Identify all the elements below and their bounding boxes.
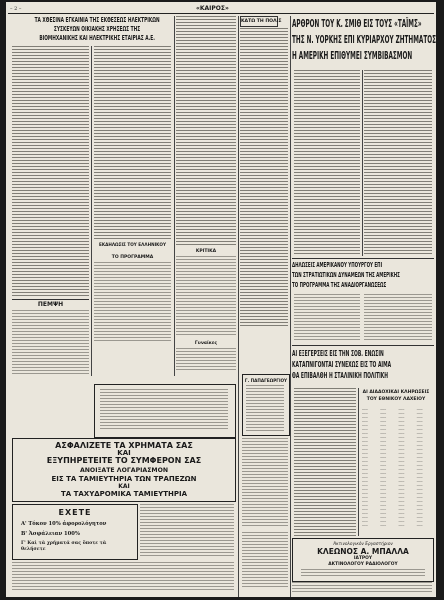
lottery-cell: ——— [416,455,423,459]
lottery-cell: ——— [380,467,387,471]
lottery-cell: ——— [362,459,368,463]
lottery-cell: ——— [380,487,387,491]
program-text [94,262,171,342]
lottery-cell: ——— [362,503,368,507]
page-number: – 2 – [10,6,22,12]
lottery-cell: ——— [380,511,387,515]
lottery-cell: ——— [416,431,423,435]
lottery-cell: ——— [416,443,423,447]
lottery-cell: ——— [362,495,368,499]
bottom-right-text [292,582,432,592]
lottery-cell: ——— [362,511,368,515]
lottery-number-table [362,407,432,527]
newspaper-page [6,2,436,597]
lottery-cell: ——— [398,491,405,495]
lottery-cell: ——— [398,439,405,443]
lottery-cell: ——— [362,463,368,467]
lottery-cell: ——— [380,475,387,479]
lottery-cell: ——— [416,475,423,479]
lottery-cell: ——— [416,483,423,487]
lottery-cell: ——— [380,407,387,411]
lottery-cell: ——— [398,463,405,467]
lottery-cell: ——— [398,431,405,435]
lottery-cell: ——— [362,427,368,431]
lottery-cell: ——— [380,415,387,419]
main-article-col-2 [364,70,432,256]
lottery-cell: ——— [380,523,387,527]
lottery-cell: ——— [398,471,405,475]
lottery-cell: ——— [398,427,405,431]
lottery-cell: ——— [398,483,405,487]
lottery-cell: ——— [416,407,423,411]
lottery-cell: ——— [416,415,423,419]
lottery-cell: ——— [380,411,387,415]
lottery-cell: ——— [362,519,368,523]
newspaper-name: «ΚΑΙΡΟΣ» [196,5,229,12]
lottery-cell: ——— [380,447,387,451]
lottery-cell: ——— [362,411,368,415]
statements-text-col-2 [364,294,432,342]
gynaikes-head: Γυναίκες [194,341,218,346]
uprisings-headline: ΑΙ ΕΞΕΓΕΡΣΕΙΣ ΕΙΣ ΤΗΝ ΣΟΒ. ΕΝΩΣΙΝ ΚΑΤΑΠΝΙΓΟΝΤΑΙ ΣΥΝΕΧΩΣ ΕΙΣ ΤΟ ΑΙΜΑ ΘΑ ΕΠΙΒΑΛΘΗ Η ΣΤΑΛΙΝΙΚΗ ΠΟΛΙΤΙΚΗ [292,349,392,380]
lottery-cell: ——— [362,451,368,455]
lottery-cell: ——— [398,479,405,483]
lottery-cell: ——— [398,407,405,411]
exhibition-subhead-2: ΤΟ ΠΡΟΓΡΑΜΜΑ [111,255,154,260]
kritika-head: ΚΡΙΤΙΚΑ [195,249,217,254]
lottery-cell: ——— [380,491,387,495]
lottery-cell: ——— [362,443,368,447]
lottery-cell: ——— [380,443,387,447]
exhibition-subhead-1: ΕΚΔΗΛΩΣΙΣ ΤΟΥ ΕΛΛΗΝΙΚΟΥ [98,242,167,247]
bottom-left-text [140,504,234,558]
lottery-cell: ——— [398,447,405,451]
lottery-cell: ——— [362,523,368,527]
lottery-cell: ——— [380,515,387,519]
lottery-cell: ——— [362,475,368,479]
lottery-cell: ——— [380,419,387,423]
lottery-cell: ——— [398,503,405,507]
savings-ad-line-3: ΕΞΥΠΗΡΕΤΕΙΤΕ ΤΟ ΣΥΜΦΕΡΟΝ ΣΑΣ [46,456,202,465]
lottery-cell: ——— [416,439,423,443]
doctor-ad: Ἀκτινολογικὸν Ἐργαστήριον ΚΛΕΩΝΟΣ Α. ΜΠΑΛΛΑ ΙΑΤΡΟΥ ΑΚΤΙΝΟΛΟΓΟΥ ΡΑΔΙΟΛΟΓΟΥ [292,538,434,582]
lottery-cell: ——— [398,451,405,455]
exhibition-headline: ΤΑ ΧΘΕΣΙΝΑ ΕΓΚΑΙΝΙΑ ΤΗΣ ΕΚΘΕΣΕΩΣ ΗΛΕΚΤΡΙΚΩΝ ΣΥΣΚΕΥΩΝ ΟΙΚΙΑΚΗΣ ΧΡΗΣΕΩΣ ΤΗΣ ΒΙΟΜΗΧΑΝΙΚΗΣ ΚΑΙ ΗΛΕΚΤΡΙΚΗΣ ΕΤΑΙΡΙΑΣ Α.Ε. [34,16,160,42]
bottom-column-text [242,532,288,588]
lottery-cell: ——— [362,435,368,439]
lottery-cell: ——— [416,435,423,439]
lottery-cell: ——— [416,523,423,527]
lottery-cell: ——— [416,495,423,499]
kritika-text [176,256,236,336]
exete-title: ΕΧΕΤΕ [58,508,92,517]
bottom-strip-text [12,562,234,590]
lottery-cell: ——— [398,459,405,463]
lottery-cell: ——— [380,431,387,435]
lottery-cell: ——— [398,411,405,415]
lottery-cell: ——— [398,495,405,499]
lottery-cell: ——— [380,483,387,487]
lottery-cell: ——— [380,507,387,511]
header-rule [8,13,434,14]
savings-ad: ΑΣΦΑΛΙΖΕΤΕ ΤΑ ΧΡΗΜΑΤΑ ΣΑΣ ΚΑΙ ΕΞΥΠΗΡΕΤΕΙΤΕ ΤΟ ΣΥΜΦΕΡΟΝ ΣΑΣ ΑΝΟΙΞΑΤΕ ΛΟΓΑΡΙΑΣΜΟΝ ΕΙΣ ΤΑ ΤΑΜΙΕΥΤΗΡΙΑ ΤΩΝ ΤΡΑΠΕΖΩΝ ΚΑΙ ΤΑ ΤΑΧΥΔΡΟΜΙΚΑ ΤΑΜΙΕΥΤΗΡΙΑ [12,438,236,502]
lottery-cell: ——— [416,499,423,503]
lottery-cell: ——— [362,471,368,475]
lottery-cell: ——— [416,419,423,423]
lottery-cell: ——— [398,467,405,471]
lottery-cell: ——— [398,423,405,427]
lottery-cell: ——— [362,423,368,427]
lottery-cell: ——— [398,519,405,523]
lottery-cell: ——— [398,511,405,515]
main-article-col-1 [294,70,360,256]
statements-headline: ΔΗΛΩΣΕΙΣ ΑΜΕΡΙΚΑΝΟΥ ΥΠΟΥΡΓΟΥ ΕΠΙ ΤΩΝ ΣΤΡΑΤΙΩΤΙΚΩΝ ΔΥΝΑΜΕΩΝ ΤΗΣ ΑΜΕΡΙΚΗΣ ΤΟ ΠΡΟΓΡΑΜΜΑ ΤΗΣ ΑΝΑΔΙΟΡΓΑΝΩΣΕΩΣ [292,261,400,289]
lottery-cell: ——— [380,459,387,463]
lottery-cell: ——— [380,423,387,427]
lottery-cell: ——— [380,435,387,439]
lottery-cell: ——— [362,447,368,451]
lottery-cell: ——— [416,411,423,415]
lottery-cell: ——— [416,451,423,455]
lottery-cell: ——— [398,507,405,511]
lottery-cell: ——— [416,479,423,483]
lottery-cell: ——— [398,487,405,491]
lottery-cell: ——— [398,435,405,439]
lottery-cell: ——— [362,479,368,483]
notice-box: Γ. ΠΑΠΑΓΕΩΡΓΙΟΥ [242,374,290,436]
lottery-cell: ——— [416,507,423,511]
lottery-cell: ——— [380,499,387,503]
lottery-cell: ——— [362,483,368,487]
lottery-headline-1: ΑΙ ΔΙΑΔΟΧΙΚΑΙ ΚΛΗΡΩΣΕΙΣ [362,390,430,395]
lottery-cell: ——— [380,495,387,499]
exete-ad: ΕΧΕΤΕ Α' Τόκον 10% ἀφορολόγητον Β' Ἀσφάλειαν 100% Γ' Καὶ τὰ χρήματά σας ὅποτε τὰ θελήσετε [12,504,138,560]
lottery-cell: ——— [362,407,368,411]
lottery-cell: ——— [380,455,387,459]
lottery-cell: ——— [362,487,368,491]
lottery-cell: ——— [416,427,423,431]
column-header-box: ΚΑΤΩ ΤΗ ΠΟΛΙΣ [240,16,278,27]
gynaikes-text [176,348,236,372]
pempsi-text [12,310,89,374]
lottery-cell: ——— [380,439,387,443]
lottery-cell: ——— [380,471,387,475]
lottery-cell: ——— [416,491,423,495]
lottery-cell: ——— [380,503,387,507]
lottery-cell: ——— [416,423,423,427]
lottery-cell: ——— [362,467,368,471]
lottery-cell: ——— [416,467,423,471]
exhibition-text-col-1 [12,46,89,296]
lottery-cell: ——— [416,447,423,451]
lottery-cell: ——— [362,431,368,435]
lottery-cell: ——— [362,515,368,519]
statements-text-col-1 [294,294,360,342]
kato-polis-text [240,28,288,328]
lottery-cell: ——— [416,503,423,507]
lottery-cell: ——— [362,507,368,511]
lottery-cell: ——— [362,499,368,503]
notice-left-box [94,384,236,438]
lottery-cell: ——— [416,487,423,491]
doctor-name: ΚΛΕΩΝΟΣ Α. ΜΠΑΛΛΑ [317,547,409,556]
lottery-cell: ——— [398,455,405,459]
lottery-cell: ——— [362,419,368,423]
lottery-cell: ——— [380,479,387,483]
lottery-cell: ——— [416,519,423,523]
lottery-cell: ——— [416,511,423,515]
lottery-cell: ——— [398,419,405,423]
lottery-cell: ——— [380,451,387,455]
main-headline: ΑΡΘΡΟΝ ΤΟΥ Κ. ΣΜΙΘ ΕΙΣ ΤΟΥΣ «ΤΑΪΜΣ» ΤΗΣ Ν. ΥΟΡΚΗΣ ΕΠΙ ΚΥΡΙΑΡΧΟΥ ΖΗΤΗΜΑΤΟΣ Η ΑΜΕΡΙΚΗ ΕΠΙΘΥΜΕΙ ΣΥΜΒΙΒΑΣΜΟΝ [292,17,436,62]
uprisings-text [294,388,356,536]
lottery-cell: ——— [362,415,368,419]
middle-text-col [176,16,236,246]
lottery-cell: ——— [380,463,387,467]
lottery-headline-2: ΤΟΥ ΕΘΝΙΚΟΥ ΛΑΧΕΙΟΥ [366,397,426,402]
pempsi-header: ΠΕΜΨΗ [37,301,64,308]
lower-column-text [242,438,288,528]
lottery-cell: ——— [416,515,423,519]
lottery-cell: ——— [362,491,368,495]
lottery-cell: ——— [362,455,368,459]
lottery-cell: ——— [398,515,405,519]
lottery-cell: ——— [416,459,423,463]
lottery-cell: ——— [416,471,423,475]
lottery-cell: ——— [398,475,405,479]
lottery-cell: ——— [416,463,423,467]
savings-ad-line-1: ΑΣΦΑΛΙΖΕΤΕ ΤΑ ΧΡΗΜΑΤΑ ΣΑΣ [55,441,193,450]
lottery-cell: ——— [362,439,368,443]
lottery-cell: ——— [380,427,387,431]
lottery-cell: ——— [398,499,405,503]
lottery-cell: ——— [398,443,405,447]
lottery-cell: ——— [380,519,387,523]
exhibition-text-col-2 [94,46,171,241]
lottery-cell: ——— [398,415,405,419]
lottery-cell: ——— [398,523,405,527]
